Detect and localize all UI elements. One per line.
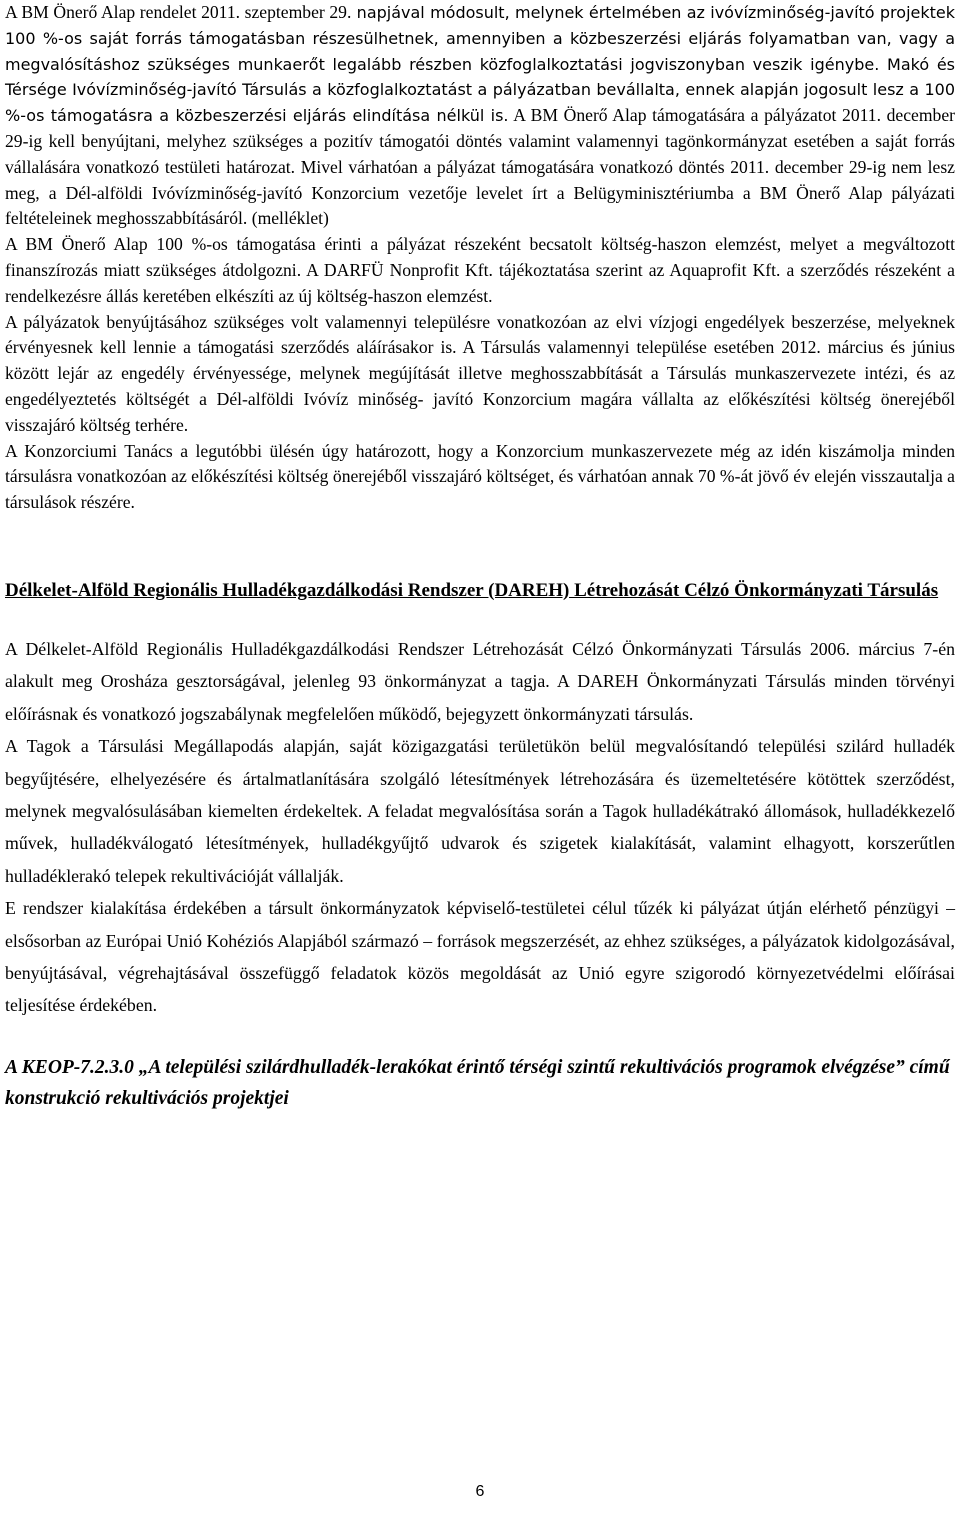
intro-sentence-4: A BM Önerő Alap támogatására a pályázatot 2011. december 29-ig kell benyújtani, melyhez szükséges a pozitív támogatói döntés valamint valamennyi tagönkormányzat esetében a saját forrás vállalására vonatkozó testületi határozat. Mivel várhatóan a pályázat támogatására vonatkozó döntés 2011. december 29-ig nem lesz meg, a Dél-alföldi Ivóvízminőség-javító Konzorcium vezetője levelet írt a Belügyminisztériumba a BM Önerő Alap pályázati feltételeinek meghosszabbításáról. (melléklet) [5,105,955,229]
intro-sentence-1: A BM Önerő Alap rendelet 2011. szeptember 29. [5,2,352,22]
page-content [5,0,955,1114]
dareh-paragraph-members: A Tagok a Társulási Megállapodás alapján, saját közigazgatási területükön belül megvalósítandó települési szilárd hulladék begyűjtésére, elhelyezésére és ártalmatlanítására szolgáló létesítmények létrehozására és üzemeltetésére kötöttek szerződést, melynek megvalósulásában kiemelten érdekeltek. A feladat megvalósítása során a Tagok hulladékátrakó állomások, hulladékkezelő művek, hulladékválogató létesítmények, hulladékgyűjtő udvarok és szigetek kialakítását, valamint elhagyott, korszerűtlen hulladéklerakó telepek rekultivációját vállalják. [5,736,955,886]
keop-section-title: A KEOP-7.2.3.0 „A települési szilárdhulladék-lerakókat érintő térségi szintű rekultivációs programok elvégzése” című konstrukció rekultivációs projektjei [5,1056,950,1109]
dareh-section-body [5,633,955,1022]
cost-benefit-paragraph: A BM Önerő Alap 100 %-os támogatása érinti a pályázat részeként becsatolt költség-haszon elemzést, melyet a megváltozott finanszírozás miatt szükséges átdolgozni. A DARFÜ Nonprofit Kft. tájékoztatása szerint az Aquaprofit Kft. a szerződés részeként a rendelkezésre állás keretében elkészíti az új költség-haszon elemzést. [5,234,955,306]
water-permit-paragraph: A pályázatok benyújtásához szükséges volt valamennyi településre vonatkozóan az elvi vízjogi engedélyek beszerzése, melyeknek érvényesnek kell lennie a támogatási szerződés aláírásakor is. A Társulás valamennyi települése esetében 2012. március és június között lejár az engedély érvényessége, melynek megújítását illetve meghosszabbítását a Társulás munkaszervezete intézi, és az engedélyeztetés költségét a Dél-alföldi Ivóvíz minőség- javító Konzorcium magára vállalta az előkészítési költség önerejéből visszajáró költség terhére. [5,311,955,435]
consortium-council-paragraph: A Konzorciumi Tanács a legutóbbi ülésén úgy határozott, hogy a Konzorcium munkaszervezete még az idén kiszámolja minden társulásra vonatkozóan az előkészítési költség önerejéből visszajáró költséget, és várhatóan annak 70 %-át jövő év elején visszautalja a társulások részére. [5,440,955,513]
intro-sentence-3: Makó és Térsége Ivóvízminőség-javító Társulás a közfoglalkoztatást a pályázatban bevállalta, ennek alapján jogosult lesz a 100 %-os támogatásra a közbeszerzési eljárás elindítása nélkül is. [5,54,955,126]
dareh-paragraph-funding: E rendszer kialakítása érdekében a társult önkormányzatok képviselő-testületei célul tűzék ki pályázat útján elérhető pénzügyi – elsősorban az Európai Unió Kohéziós Alapjából származó – források megszerzését, az ehhez szükséges, a pályázatok kidolgozásával, benyújtásával, végrehajtásával összefüggő feladatok közös megoldását az Unió egyre szigorodó környezetvédelmi előírásai teljesítése érdekében. [5,898,955,1016]
page-number: 6 [475,1483,485,1500]
dareh-section-title: Délkelet-Alföld Regionális Hulladékgazdálkodási Rendszer (DAREH) Létrehozását Célzó Önkormányzati Társulás [5,579,939,601]
intro-paragraph [5,0,955,232]
dareh-paragraph-founding: A Délkelet-Alföld Regionális Hulladékgazdálkodási Rendszer Létrehozását Célzó Önkormányzati Társulás 2006. március 7-én alakult meg Orosháza gesztorságával, jelenleg 93 önkormányzat a tagja. A DAREH Önkormányzati Társulás minden törvényi előírásnak és vonatkozó jogszabálynak megfelelően működő, bejegyzett önkormányzati társulás. [5,638,955,724]
intro-sentence-2: napjával módosult, melynek értelmében az ivóvízminőség-javító projektek 100 %-os saját forrás támogatásban részesülhetnek, amennyiben a közbeszerzési eljárás folyamatban van, vagy a megvalósításhoz szükséges munkaerőt legalább részben közfoglalkoztatási jogviszonyban veszik igénybe. [5,3,956,74]
